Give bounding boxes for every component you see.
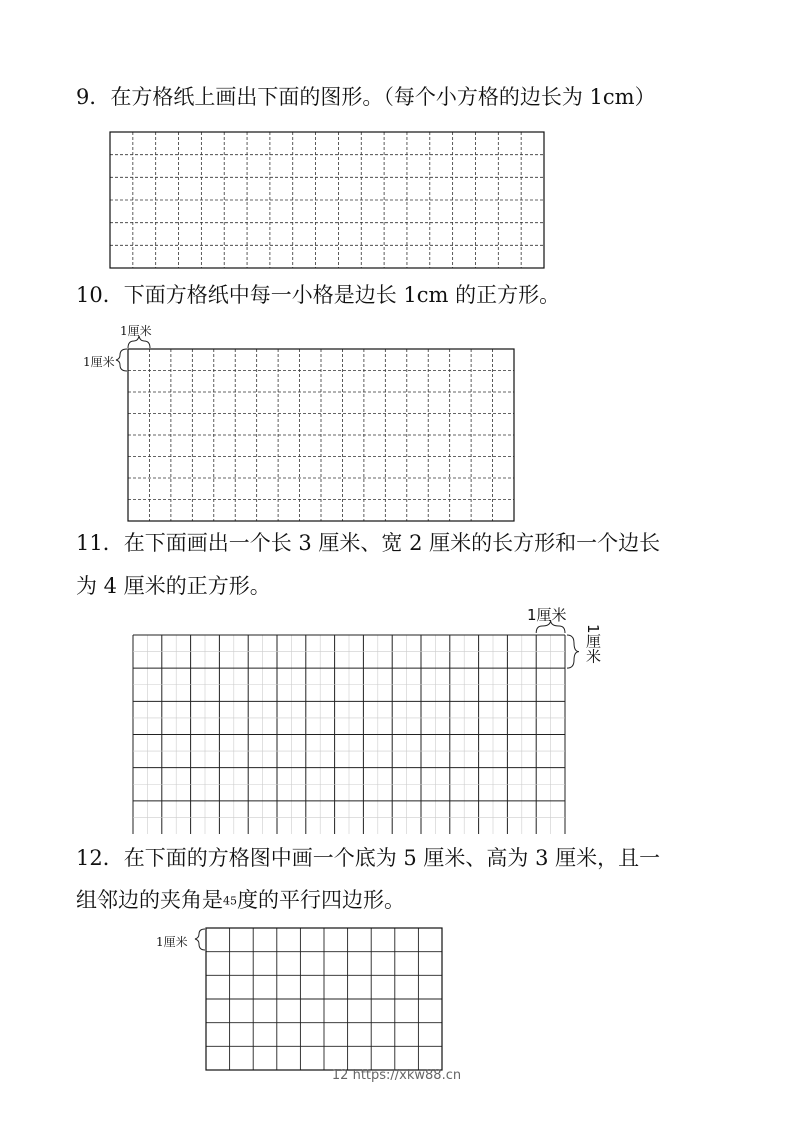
- question-11-line2: [76, 569, 271, 603]
- unit-label-side-q11: 1厘米: [584, 624, 602, 664]
- question-10-text: 10．下面方格纸中每一小格是边长 1cm 的正方形。: [76, 283, 561, 307]
- question-9: [76, 80, 656, 114]
- brace-left-icon: [116, 349, 127, 371]
- unit-label-left-q12: 1厘米: [156, 935, 188, 949]
- page-footer: 12 https://xkw88.cn: [331, 1068, 462, 1083]
- question-12-text-2b: 度的平行四边形。: [237, 888, 405, 912]
- brace-left-icon: [195, 929, 205, 950]
- grid-border: [206, 928, 442, 1070]
- grid-border: [110, 132, 544, 268]
- question-10: [76, 278, 560, 312]
- question-11-text-2: 为 4 厘米的正方形。: [76, 574, 271, 598]
- question-12-line2: [76, 883, 405, 919]
- unit-label-top-q11: 1厘米: [527, 606, 567, 624]
- question-11-line1: [76, 526, 660, 560]
- question-9-text: 9．在方格纸上画出下面的图形。（每个小方格的边长为 1cm）: [76, 85, 656, 109]
- question-12-text-2a: 组邻边的夹角是: [76, 888, 223, 912]
- brace-right-icon: [567, 635, 579, 668]
- question-12-text-1: 12．在下面的方格图中画一个底为 5 厘米、高为 3 厘米，且一: [76, 846, 661, 870]
- grid-border: [128, 349, 514, 521]
- question-12-line1: [76, 841, 660, 875]
- angle-value: 45: [223, 894, 237, 908]
- unit-label-left-q10: 1厘米: [83, 355, 115, 369]
- question-11-text-1: 11．在下面画出一个长 3 厘米、宽 2 厘米的长方形和一个边长: [76, 531, 661, 555]
- unit-label-top-q10: 1厘米: [120, 324, 152, 338]
